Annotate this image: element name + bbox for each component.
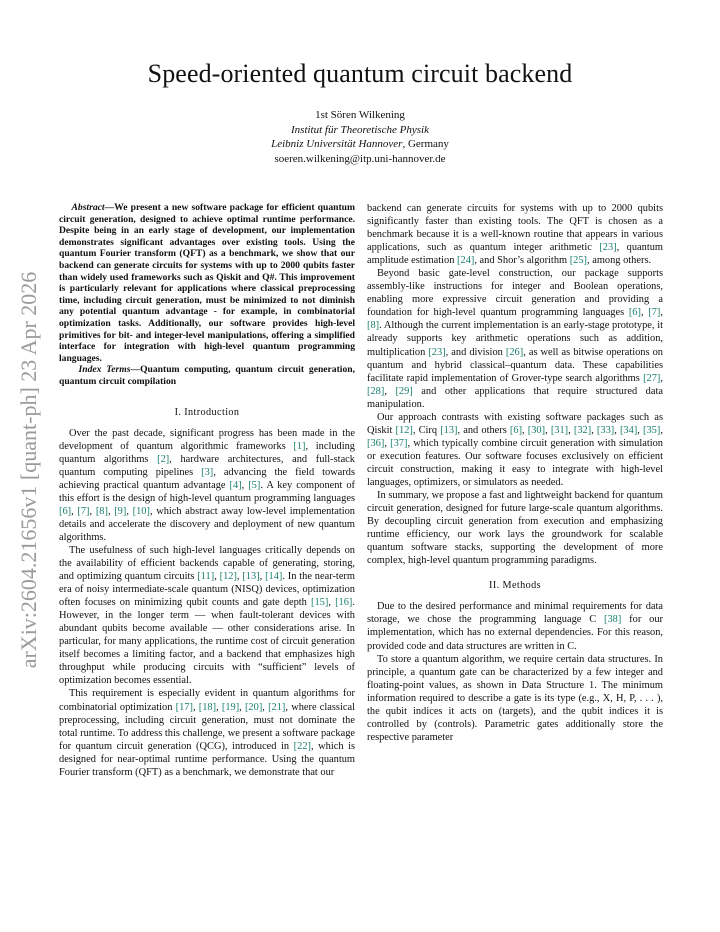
citation-link[interactable]: [24] [457,255,475,267]
citation-link[interactable]: [27] [643,372,661,384]
citation-link[interactable]: [37] [390,437,408,449]
citation-link[interactable]: [30] [527,424,546,436]
citation-link[interactable]: [18] [198,701,217,713]
paragraph: In summary, we propose a fast and lightweight backend for quantum circuit generation, designed for future large-scale quantum algorithms. By decoupling circuit generation from execution and emphasizing runtime efficiency, our work lays the groundwork for scalable quantum software stacks, supporting the development of more complex, high-level quantum programming paradigms. [367,490,663,567]
citation-link[interactable]: [32] [573,424,592,436]
author-univ: Leibniz Universität Hannover [271,138,403,150]
citation-link[interactable]: [38] [604,614,622,626]
abstract [59,202,355,364]
citation-link[interactable]: [15] [311,597,329,609]
citation-link[interactable]: [14] [265,571,283,583]
paragraph: This requirement is especially evident in quantum algorithms for combinatorial optimization [17], [18], [19], [20], [21], where classical preprocessing, including circuit generation, must not dominate the total runtime. To address this challenge, we present a software package for quantum circuit generation (QCG), introduced in [22], which is designed for near-optimal runtime performance. Using the quantum Fourier transform (QFT) as a benchmark, we demonstrate that our [59,688,355,778]
citation-link[interactable]: [16] [335,597,353,609]
citation-link[interactable]: [12] [395,424,413,436]
citation-link[interactable]: [12] [219,571,237,583]
abstract-text: —We present a new software package for efficient quantum circuit generation, designed to achieve optimal runtime performance. Despite being in an early stage of development, our implementation demonstrates significant advantages over existing tools. Using the quantum Fourier transform (QFT) as a benchmark, we show that our backend can generate circuits for systems with up to 2000 qubits faster than widely used frameworks such as Qiskit and Q#. This improvement is particularly relevant for applications where classical preprocessing time, including circuit generation, must be minimized to not diminish any potential quantum advantage - for example, in combinatorial optimization tasks. Additionally, our software provides high-level primitives for bit- and integer-level manipulations, offering a simplified interface for integration with high-level quantum programming languages. [59,202,355,364]
citation-link[interactable]: [25] [569,255,588,267]
citation-link[interactable]: [28] [367,385,385,397]
citation-link[interactable]: [7] [77,505,90,517]
citation-link[interactable]: [6] [509,424,523,436]
index-terms-lead: Index Terms [78,364,131,376]
citation-link[interactable]: [33] [596,424,615,436]
citation-link[interactable]: [7] [648,307,661,319]
citation-link[interactable]: [11] [197,571,215,583]
citation-link[interactable]: [26] [505,346,524,358]
citation-link[interactable]: [23] [428,346,446,358]
citation-link[interactable]: [10] [132,505,150,517]
abstract-lead: Abstract [71,202,105,213]
citation-link[interactable]: [31] [550,424,569,436]
citation-link[interactable]: [8] [367,320,380,332]
citation-link[interactable]: [22] [293,740,311,752]
author-block [0,108,720,166]
citation-link[interactable]: [6] [59,505,72,517]
index-terms-text: —Quantum computing, quantum circuit generation, quantum circuit compilation [59,364,355,387]
citation-link[interactable]: [19] [221,701,240,713]
left-column [59,202,355,779]
author-affiliation [0,137,720,152]
right-column [367,202,663,744]
paper-title: Speed-oriented quantum circuit backend [147,59,573,88]
citation-link[interactable]: [5] [248,479,261,491]
paragraph: Over the past decade, significant progress has been made in the development of quantum algorithmic frameworks [1], including quantum algorithms [2], hardware architectures, and full-stack quantum computing pipelines [3], advancing the field towards achieving practical quantum advantage [4], [5]. A key component of this effort is the design of high-level quantum programming languages [6], [7], [8], [9], [10], which abstract away low-level implementation details and accelerate the discovery and deployment of new quantum algorithms. [59,427,356,543]
citation-link[interactable]: [9] [114,505,127,517]
citation-link[interactable]: [1] [293,440,306,452]
citation-link[interactable]: [17] [175,701,193,713]
citation-link[interactable]: [20] [244,701,263,713]
section-heading-methods: II. Methods [489,580,541,592]
citation-link[interactable]: [13] [440,424,458,436]
citation-link[interactable]: [8] [95,505,108,517]
paragraph: Beyond basic gate-level construction, our package supports assembly-like instructions for integer and Boolean operations, enabling more expressive circuit generation and providing a foundation for high-level quantum programming languages [6], [7], [8]. Although the current implementation is an early-stage prototype, it already supports key arithmetic operations such as addition, multiplication [23], and division [26], as well as bitwise operations on quantum and hybrid classical–quantum data. These capabilities facilitate rapid implementation of Grover-type search algorithms [27], [28], [29] and other applications that require structured data manipulation. [367,268,663,410]
citation-link[interactable]: [36] [367,437,385,449]
citation-link[interactable]: [34] [619,424,638,436]
paragraph: Our approach contrasts with existing software packages such as Qiskit [12], Cirq [13], and others [6], [30], [31], [32], [33], [34], [35], [36], [37], which typically combine circuit generation with simulation or execution features. Our software focuses exclusively on efficient circuit construction, making it easy to integrate with high-level languages, optimizers, or simulators as needed. [367,411,663,488]
citation-link[interactable]: [23] [599,242,617,254]
citation-link[interactable]: [29] [395,385,413,397]
citation-link[interactable]: [6] [628,307,641,319]
author-name: 1st Sören Wilkening [315,109,405,121]
citation-link[interactable]: [2] [157,453,170,465]
paragraph: To store a quantum algorithm, we require certain data structures. In principle, a quantum gate can be characterized by a few integer and floating-point values, as shown in Data Structure 1. The minimum information required to describe a gate is its type (e.g., X, H, P, . . . ), the qubit indices it acts on (targets), and the qubit indices it is controlled by (controls). Parametric gates additionally store the respective parameter [367,653,663,743]
author-email: soeren.wilkening@itp.uni-hannover.de [274,152,446,165]
author-dept: Institut für Theoretische Physik [291,123,429,136]
section-heading-introduction: I. Introduction [174,406,240,418]
paragraph: The usefulness of such high-level languages critically depends on the availability of efficient backends capable of generating, storing, and optimizing quantum circuits [11], [12], [13], [14]. In the near-term era of noisy intermediate-scale quantum (NISQ) devices, optimization often focuses on minimizing qubit counts and gate depth [15], [16]. However, in the longer term — when fault-tolerant devices with abundant qubits become available — other considerations arise. In particular, for many applications, the runtime cost of circuit generation itself becomes a limiting factor, and a backend that emphasizes high throughput while producing circuits with “sufficient” levels of optimization becomes essential. [59,544,355,687]
paragraph: Due to the desired performance and minimal requirements for data storage, we chose the programming language C [38] for our implementation, which has no external dependencies. For this reason, provided code and data structures are written in C. [367,601,663,652]
citation-link[interactable]: [35] [643,424,661,436]
citation-link[interactable]: [13] [242,571,260,583]
paragraph: backend can generate circuits for systems with up to 2000 qubits significantly faster than existing tools. The QFT is chosen as a benchmark because it is a well-known routine that appears in various applications, such as quantum integer arithmetic [23], quantum amplitude estimation [24], and Shor’s algorithm [25], among others. [367,203,663,267]
arxiv-stamp: arXiv:2604.21656v1 [quant-ph] 23 Apr 2026 [16,271,41,669]
index-terms [59,364,355,387]
citation-link[interactable]: [21] [268,701,286,713]
citation-link[interactable]: [4] [229,479,242,491]
citation-link[interactable]: [3] [201,466,214,478]
author-country: , Germany [402,138,449,150]
